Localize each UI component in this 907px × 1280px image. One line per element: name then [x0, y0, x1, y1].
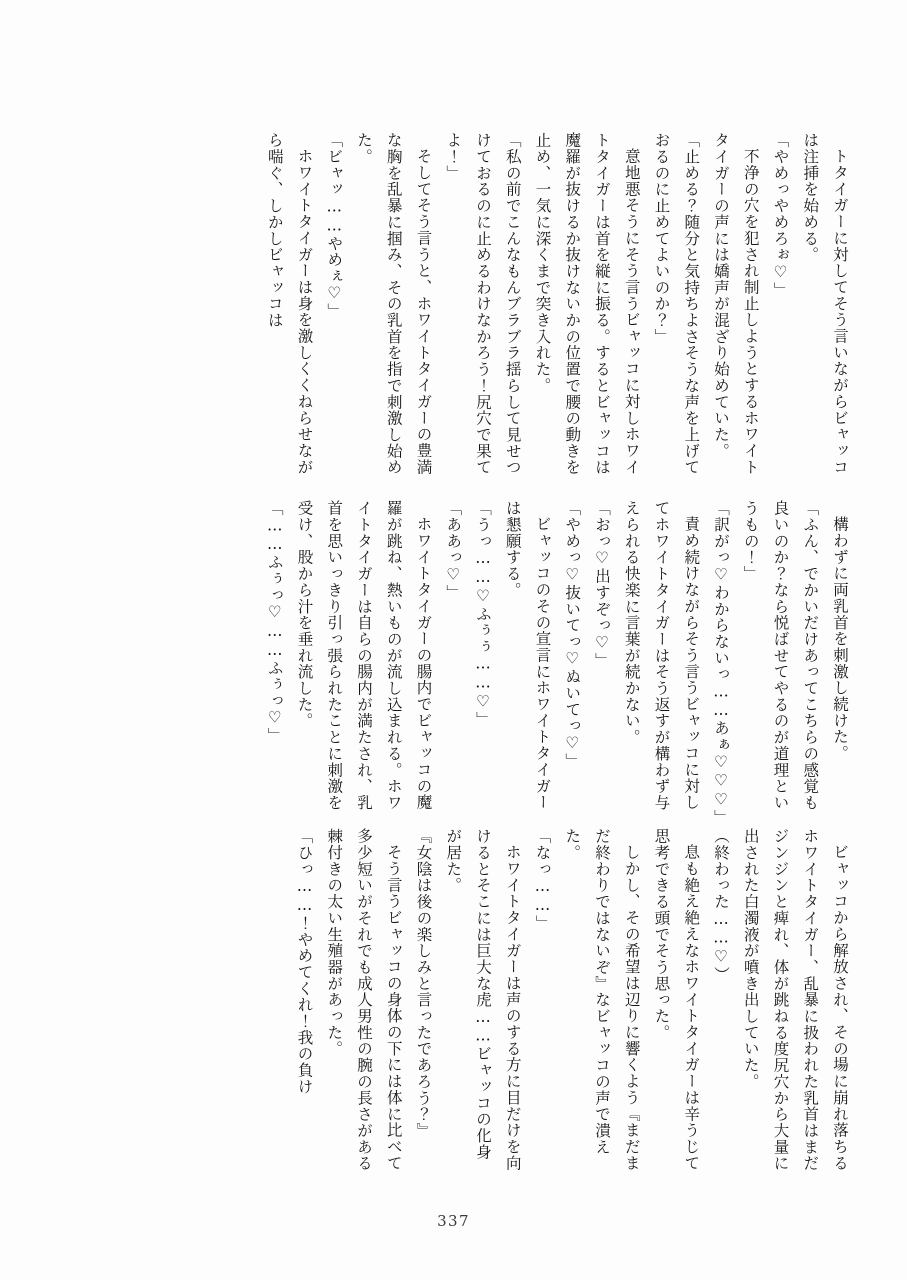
paragraph: ビャッコから解放され、その場に崩れ落ちるホワイトタイガー、乱暴に扱われた乳首はまだジンジンと痺れ、体が跳ねる度尻穴から大量に出された白濁液が噴き出していた。 [741, 828, 849, 1172]
paragraph: 「私の前でこんなもんブラブラ揺らして見せつけておるのに止めるわけなかろう！尻穴で果てよ！」 [444, 132, 522, 476]
text-block-upper [96, 132, 854, 482]
paragraph: 『女陰は後の楽しみと言ったであろう？』 [414, 828, 433, 1139]
paragraph: 「訳がっ♡わからないっ……あぁ♡♡♡」 [712, 500, 730, 826]
paragraph: （終わった……♡） [712, 828, 730, 983]
paragraph: ホワイトタイガーは声のする方に目だけを向けるとそこには巨大な虎……ビャッコの化身が居た。 [444, 828, 522, 1171]
paragraph: 責め続けながらそう言うビャッコに対してホワイトタイガーはそう返すが構わず与えられる快楽に言葉が続かない。 [622, 500, 701, 811]
paragraph: ホワイトタイガーは身を激しくくねらせながら喘ぐ、しかしビャッコは [265, 132, 314, 475]
paragraph: 「ビャッ……やめぇ♡」 [325, 132, 344, 320]
paragraph: 「ああっ♡」 [444, 500, 463, 601]
page-number: 337 [437, 1212, 470, 1230]
paragraph: トタイガーに対してそう言いながらビャッコは注挿を始める。 [801, 132, 849, 475]
paragraph: 「止める？随分と気持ちよさそうな声を上げておるのに止めてよいのか？」 [652, 132, 701, 476]
paragraph: 「おっ♡出すぞっ♡」 [593, 500, 611, 669]
paragraph: 構わずに両乳首を刺激し続けた。 [831, 515, 849, 761]
paragraph: 「……ふぅっ♡……ふぅっ♡」 [265, 500, 284, 744]
paragraph: 不浄の穴を犯され制止しようとするホワイトタイガーの声には嬌声が混ざり始めていた。 [712, 132, 760, 475]
text-block-lower [96, 828, 854, 1173]
paragraph: そしてそう言うと、ホワイトタイガーの豊満な胸を乱暴に掴み、その乳首を指で刺激し始めた。 [355, 132, 433, 476]
paragraph: 「うっ……♡ふぅぅ……♡」 [474, 500, 492, 728]
paragraph: 「ふん、でかいだけあってこちらの感覚も良いのか？なら悦ばせてやるのが道理というもの！」 [741, 500, 820, 811]
paragraph: しかし、その希望は辺りに響くよう『まだまだ終わりではないぞ』なビャッコの声で潰えた。 [563, 828, 641, 1171]
paragraph: ホワイトタイガーの腸内でビャッコの魔羅が跳ね、熱いものが流し込まれる。ホワイトタイガーは自らの腸内が満たされ、乳首を思いっきり引っ張られたことに刺激を受け、股から汁を垂れ流した。 [295, 500, 433, 811]
paragraph: 息も絶え絶えなホワイトタイガーは辛うじて思考できる頭でそう思った。 [652, 828, 701, 1171]
text-block-middle [96, 500, 854, 826]
paragraph: ビャッコのその宣言にホワイトタイガーは懇願する。 [503, 500, 552, 810]
paragraph: 「やめっやめろぉ♡」 [771, 132, 790, 299]
paragraph: 意地悪そうにそう言うビャッコに対しホワイトタイガーは首を縦に振る。するとビャッコは魔羅が抜けるか抜けないかの位置で腰の動きを止め、一気に深くまで突き入れた。 [533, 132, 641, 476]
paragraph: そう言うビャッコの身体の下には体に比べて多少短いがそれでも成人男性の腕の長さがある棘付きの太い生殖器があった。 [325, 828, 403, 1172]
paragraph: 「やめっ♡抜いてっ♡ぬいてっ♡」 [563, 500, 582, 770]
paragraph: 「なっ……」 [533, 828, 552, 932]
paragraph: 「ひっ……！やめてくれ！我の負け [295, 828, 314, 1095]
